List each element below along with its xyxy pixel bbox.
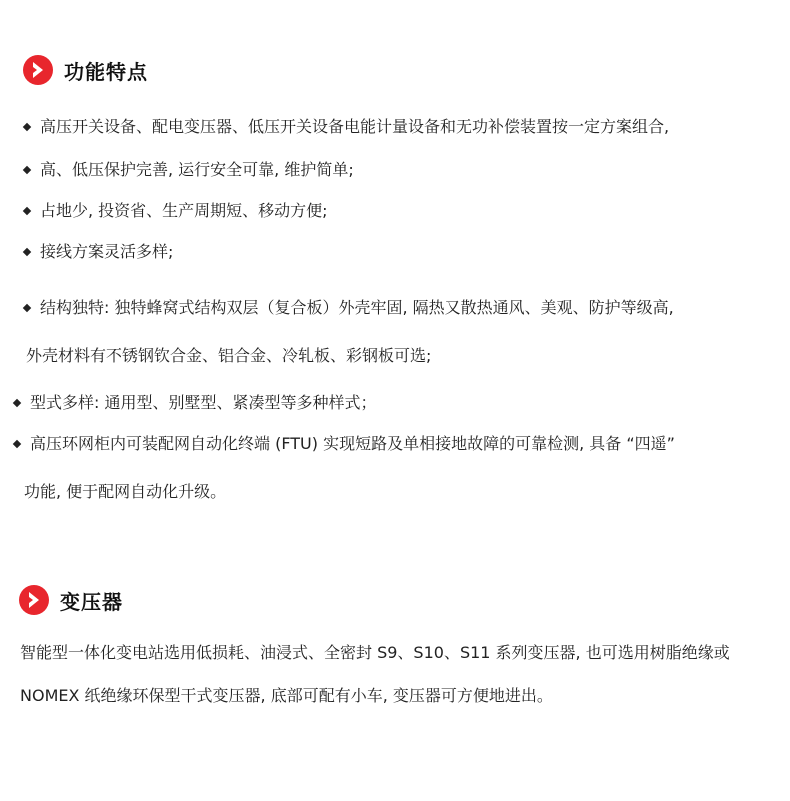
feature-item-text: 高压环网柜内可装配网自动化终端 (FTU) 实现短路及单相接地故障的可靠检测, 具备 “四遥” (30, 434, 675, 453)
diamond-bullet-icon (23, 166, 31, 174)
feature-item-continuation (26, 346, 431, 366)
diamond-bullet-icon (23, 248, 31, 256)
feature-item-text: 功能, 便于配网自动化升级。 (24, 482, 227, 501)
feature-item (24, 242, 173, 262)
diamond-bullet-icon (23, 304, 31, 312)
features-title: 功能特点 (64, 59, 148, 84)
feature-item (24, 117, 669, 137)
feature-item-text: 高压开关设备、配电变压器、低压开关设备电能计量设备和无功补偿装置按一定方案组合, (40, 117, 670, 136)
feature-item-text: 接线方案灵活多样; (40, 242, 174, 261)
feature-item (24, 201, 328, 221)
diamond-bullet-icon (23, 123, 31, 131)
diamond-bullet-icon (13, 440, 21, 448)
diamond-bullet-icon (13, 399, 21, 407)
transformer-text: NOMEX 纸绝缘环保型干式变压器, 底部可配有小车, 变压器可方便地进出。 (20, 686, 553, 705)
transformer-paragraph-line (20, 686, 553, 706)
features-section-header (22, 52, 148, 88)
feature-item (24, 160, 354, 180)
feature-item-continuation (24, 482, 226, 502)
transformer-paragraph-line (20, 643, 730, 663)
chevron-right-circle-icon (22, 54, 54, 86)
feature-item (14, 434, 675, 454)
feature-item-text: 占地少, 投资省、生产周期短、移动方便; (40, 201, 328, 220)
feature-item-text: 外壳材料有不锈钢钦合金、铝合金、冷轧板、彩钢板可选; (26, 346, 432, 365)
feature-item (24, 298, 674, 318)
transformer-section-header (18, 582, 123, 618)
feature-item (14, 393, 376, 413)
feature-item-text: 型式多样: 通用型、别墅型、紧凑型等多种样式； (30, 393, 377, 412)
chevron-right-circle-icon (18, 584, 50, 616)
feature-item-text: 结构独特: 独特蜂窝式结构双层（复合板）外壳牢固, 隔热又散热通风、美观、防护等级高, (40, 298, 674, 317)
transformer-title: 变压器 (60, 589, 123, 614)
feature-item-text: 高、低压保护完善, 运行安全可靠, 维护简单; (40, 160, 354, 179)
diamond-bullet-icon (23, 207, 31, 215)
transformer-text: 智能型一体化变电站选用低损耗、油浸式、全密封 S9、S10、S11 系列变压器, 也可选用树脂绝缘或 (20, 643, 730, 662)
